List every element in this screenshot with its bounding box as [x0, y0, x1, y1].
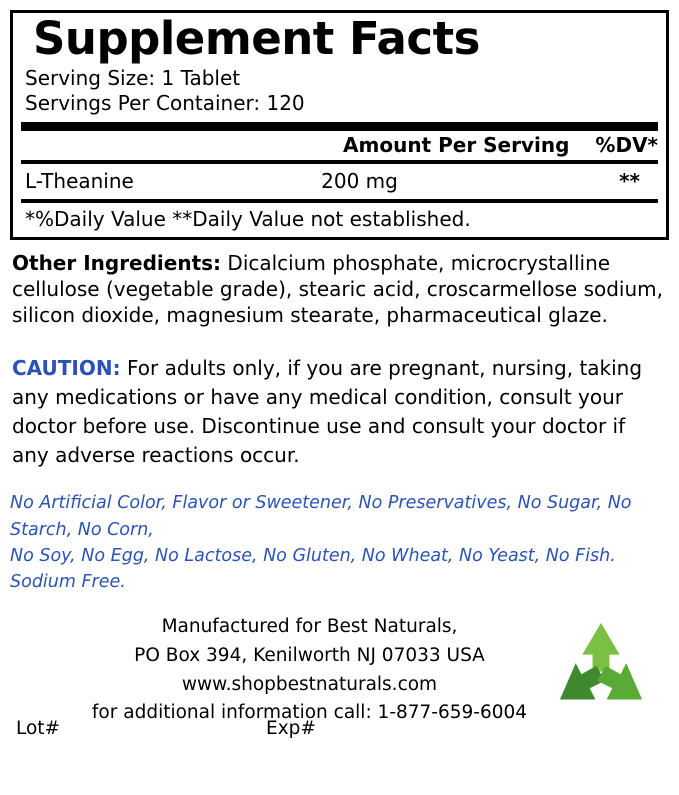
daily-value-footnote: *%Daily Value **Daily Value not established.	[25, 207, 471, 232]
lot-label: Lot#	[16, 718, 61, 740]
table-row	[21, 164, 658, 199]
caution-statement	[12, 354, 667, 470]
exp-label: Exp#	[266, 718, 316, 740]
nutrient-amount: 200 mg	[321, 169, 398, 194]
footer	[8, 613, 671, 740]
manufacturer-line: Manufactured for Best Naturals,	[161, 616, 458, 638]
supplement-facts-title: Supplement Facts	[33, 12, 480, 65]
servings-per-container: Servings Per Container: 120	[25, 91, 305, 116]
other-ingredients-heading: Other Ingredients:	[12, 251, 222, 276]
phone-line: for additional information call: 1-877-659-6004	[91, 702, 528, 724]
nutrient-name: L-Theanine	[25, 169, 134, 194]
amount-header-row	[21, 131, 658, 160]
divider-thick	[21, 122, 658, 131]
daily-value-header: %DV*	[595, 133, 658, 158]
recycle-icon	[553, 621, 649, 707]
free-from-claims	[10, 490, 667, 595]
free-claims-line-1: No Artificial Color, Flavor or Sweetener, No Preservatives, No Sugar, No Starch, No Corn,	[10, 493, 632, 540]
caution-heading: CAUTION:	[12, 356, 121, 381]
lot-exp-row	[16, 718, 663, 739]
caution-text: For adults only, if you are pregnant, nursing, taking any medications or have any medical condition, consult your doctor before use. Discontinue use and consult your doctor if any adverse reactions occur.	[12, 356, 643, 468]
free-claims-line-2: No Soy, No Egg, No Lactose, No Gluten, No Wheat, No Yeast, No Fish. Sodium Free.	[10, 545, 616, 592]
other-ingredients	[12, 250, 667, 328]
serving-size: Serving Size: 1 Tablet	[25, 66, 241, 91]
other-ingredients-text: Dicalcium phosphate, microcrystalline cellulose (vegetable grade), stearic acid, croscarmellose sodium, silicon dioxide, magnesium stearate, pharmaceutical glaze.	[12, 251, 663, 328]
supplement-facts-panel	[10, 10, 669, 240]
amount-per-serving-header: Amount Per Serving	[343, 133, 570, 158]
website-line[interactable]: www.shopbestnaturals.com	[181, 673, 438, 695]
address-line: PO Box 394, Kenilworth NJ 07033 USA	[134, 644, 485, 666]
nutrient-daily-value: **	[619, 169, 640, 194]
